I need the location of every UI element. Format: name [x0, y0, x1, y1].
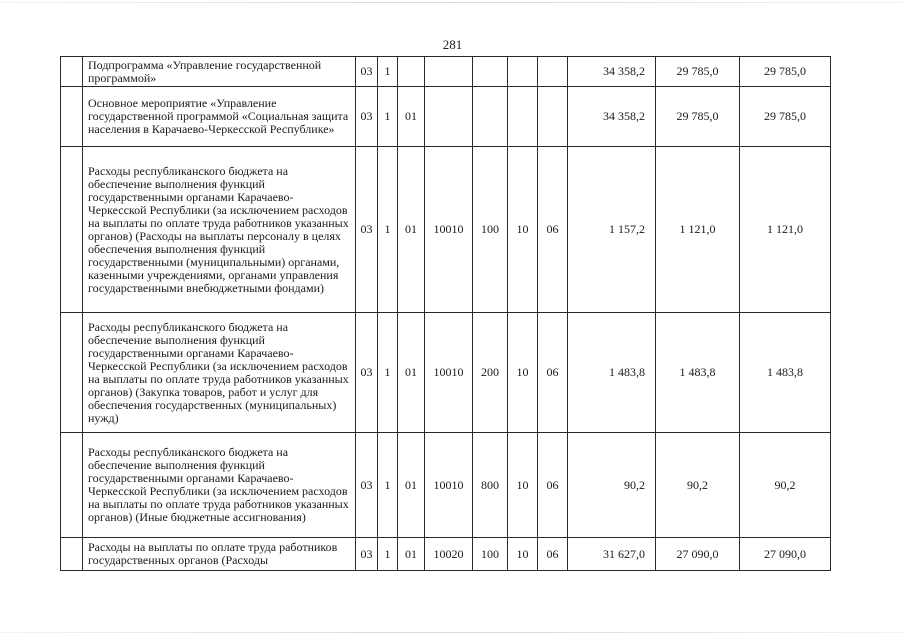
code-cell	[398, 57, 425, 87]
code-cell: 06	[538, 313, 568, 433]
index-cell	[61, 57, 83, 87]
amount-cell: 1 121,0	[740, 147, 831, 313]
amount-cell: 90,2	[568, 433, 656, 538]
code-cell: 1	[378, 313, 398, 433]
table-row	[61, 87, 831, 147]
code-cell	[425, 57, 473, 87]
budget-table	[60, 56, 831, 571]
code-cell: 03	[356, 538, 378, 571]
budget-table-body	[61, 57, 831, 571]
scan-edge	[0, 2, 905, 3]
row-name: Расходы на выплаты по оплате труда работников государственных органов (Расходы	[83, 538, 356, 571]
code-cell: 01	[398, 147, 425, 313]
index-cell	[61, 87, 83, 147]
code-cell: 01	[398, 433, 425, 538]
amount-cell: 1 483,8	[568, 313, 656, 433]
index-cell	[61, 147, 83, 313]
amount-cell: 34 358,2	[568, 87, 656, 147]
table-row	[61, 433, 831, 538]
code-cell	[425, 87, 473, 147]
table-row	[61, 57, 831, 87]
code-cell: 10020	[425, 538, 473, 571]
amount-cell: 1 121,0	[656, 147, 740, 313]
code-cell: 06	[538, 147, 568, 313]
index-cell	[61, 313, 83, 433]
code-cell	[508, 87, 538, 147]
code-cell	[508, 57, 538, 87]
code-cell: 06	[538, 433, 568, 538]
row-name: Основное мероприятие «Управление государственной программой «Социальная защита населения в Карачаево-Черкесской Республике»	[83, 87, 356, 147]
code-cell: 1	[378, 87, 398, 147]
code-cell: 03	[356, 57, 378, 87]
amount-cell: 1 483,8	[740, 313, 831, 433]
code-cell	[473, 87, 508, 147]
code-cell	[473, 57, 508, 87]
row-name: Расходы республиканского бюджета на обеспечение выполнения функций государственными органами Карачаево-Черкесской Республики (за исключением расходов на выплаты по оплате труда работников указанных органов) (Иные бюджетные ассигнования)	[83, 433, 356, 538]
code-cell: 03	[356, 313, 378, 433]
amount-cell: 27 090,0	[656, 538, 740, 571]
amount-cell: 29 785,0	[656, 57, 740, 87]
amount-cell: 1 157,2	[568, 147, 656, 313]
code-cell: 10010	[425, 147, 473, 313]
code-cell: 100	[473, 538, 508, 571]
amount-cell: 90,2	[656, 433, 740, 538]
code-cell: 800	[473, 433, 508, 538]
code-cell: 10010	[425, 433, 473, 538]
amount-cell: 29 785,0	[740, 57, 831, 87]
code-cell	[538, 57, 568, 87]
amount-cell: 29 785,0	[656, 87, 740, 147]
code-cell: 1	[378, 57, 398, 87]
code-cell: 10	[508, 538, 538, 571]
code-cell: 1	[378, 433, 398, 538]
code-cell: 03	[356, 433, 378, 538]
code-cell: 01	[398, 538, 425, 571]
code-cell: 200	[473, 313, 508, 433]
amount-cell: 90,2	[740, 433, 831, 538]
row-name: Расходы республиканского бюджета на обеспечение выполнения функций государственными органами Карачаево-Черкесской Республики (за исключением расходов на выплаты по оплате труда работников указанных органов) (Расходы на выплаты персоналу в целях обеспечения выполнения функций государственными (муниципальными) органами, казенными учреждениями, органами управления государственными внебюджетными фондами)	[83, 147, 356, 313]
code-cell: 03	[356, 147, 378, 313]
table-row	[61, 147, 831, 313]
table-row	[61, 313, 831, 433]
page-number: 281	[442, 37, 463, 52]
index-cell	[61, 433, 83, 538]
code-cell: 100	[473, 147, 508, 313]
row-name: Расходы республиканского бюджета на обеспечение выполнения функций государственными органами Карачаево-Черкесской Республики (за исключением расходов на выплаты по оплате труда работников указанных органов) (Закупка товаров, работ и услуг для обеспечения государственных (муниципальных) нужд)	[83, 313, 356, 433]
code-cell: 10	[508, 433, 538, 538]
code-cell: 10010	[425, 313, 473, 433]
code-cell: 1	[378, 538, 398, 571]
code-cell: 03	[356, 87, 378, 147]
code-cell: 1	[378, 147, 398, 313]
index-cell	[61, 538, 83, 571]
amount-cell: 34 358,2	[568, 57, 656, 87]
code-cell	[538, 87, 568, 147]
amount-cell: 1 483,8	[656, 313, 740, 433]
table-row	[61, 538, 831, 571]
code-cell: 10	[508, 313, 538, 433]
amount-cell: 27 090,0	[740, 538, 831, 571]
code-cell: 01	[398, 87, 425, 147]
amount-cell: 29 785,0	[740, 87, 831, 147]
amount-cell: 31 627,0	[568, 538, 656, 571]
code-cell: 10	[508, 147, 538, 313]
code-cell: 06	[538, 538, 568, 571]
scan-edge	[0, 632, 905, 633]
code-cell: 01	[398, 313, 425, 433]
row-name: Подпрограмма «Управление государственной программой»	[83, 57, 356, 87]
